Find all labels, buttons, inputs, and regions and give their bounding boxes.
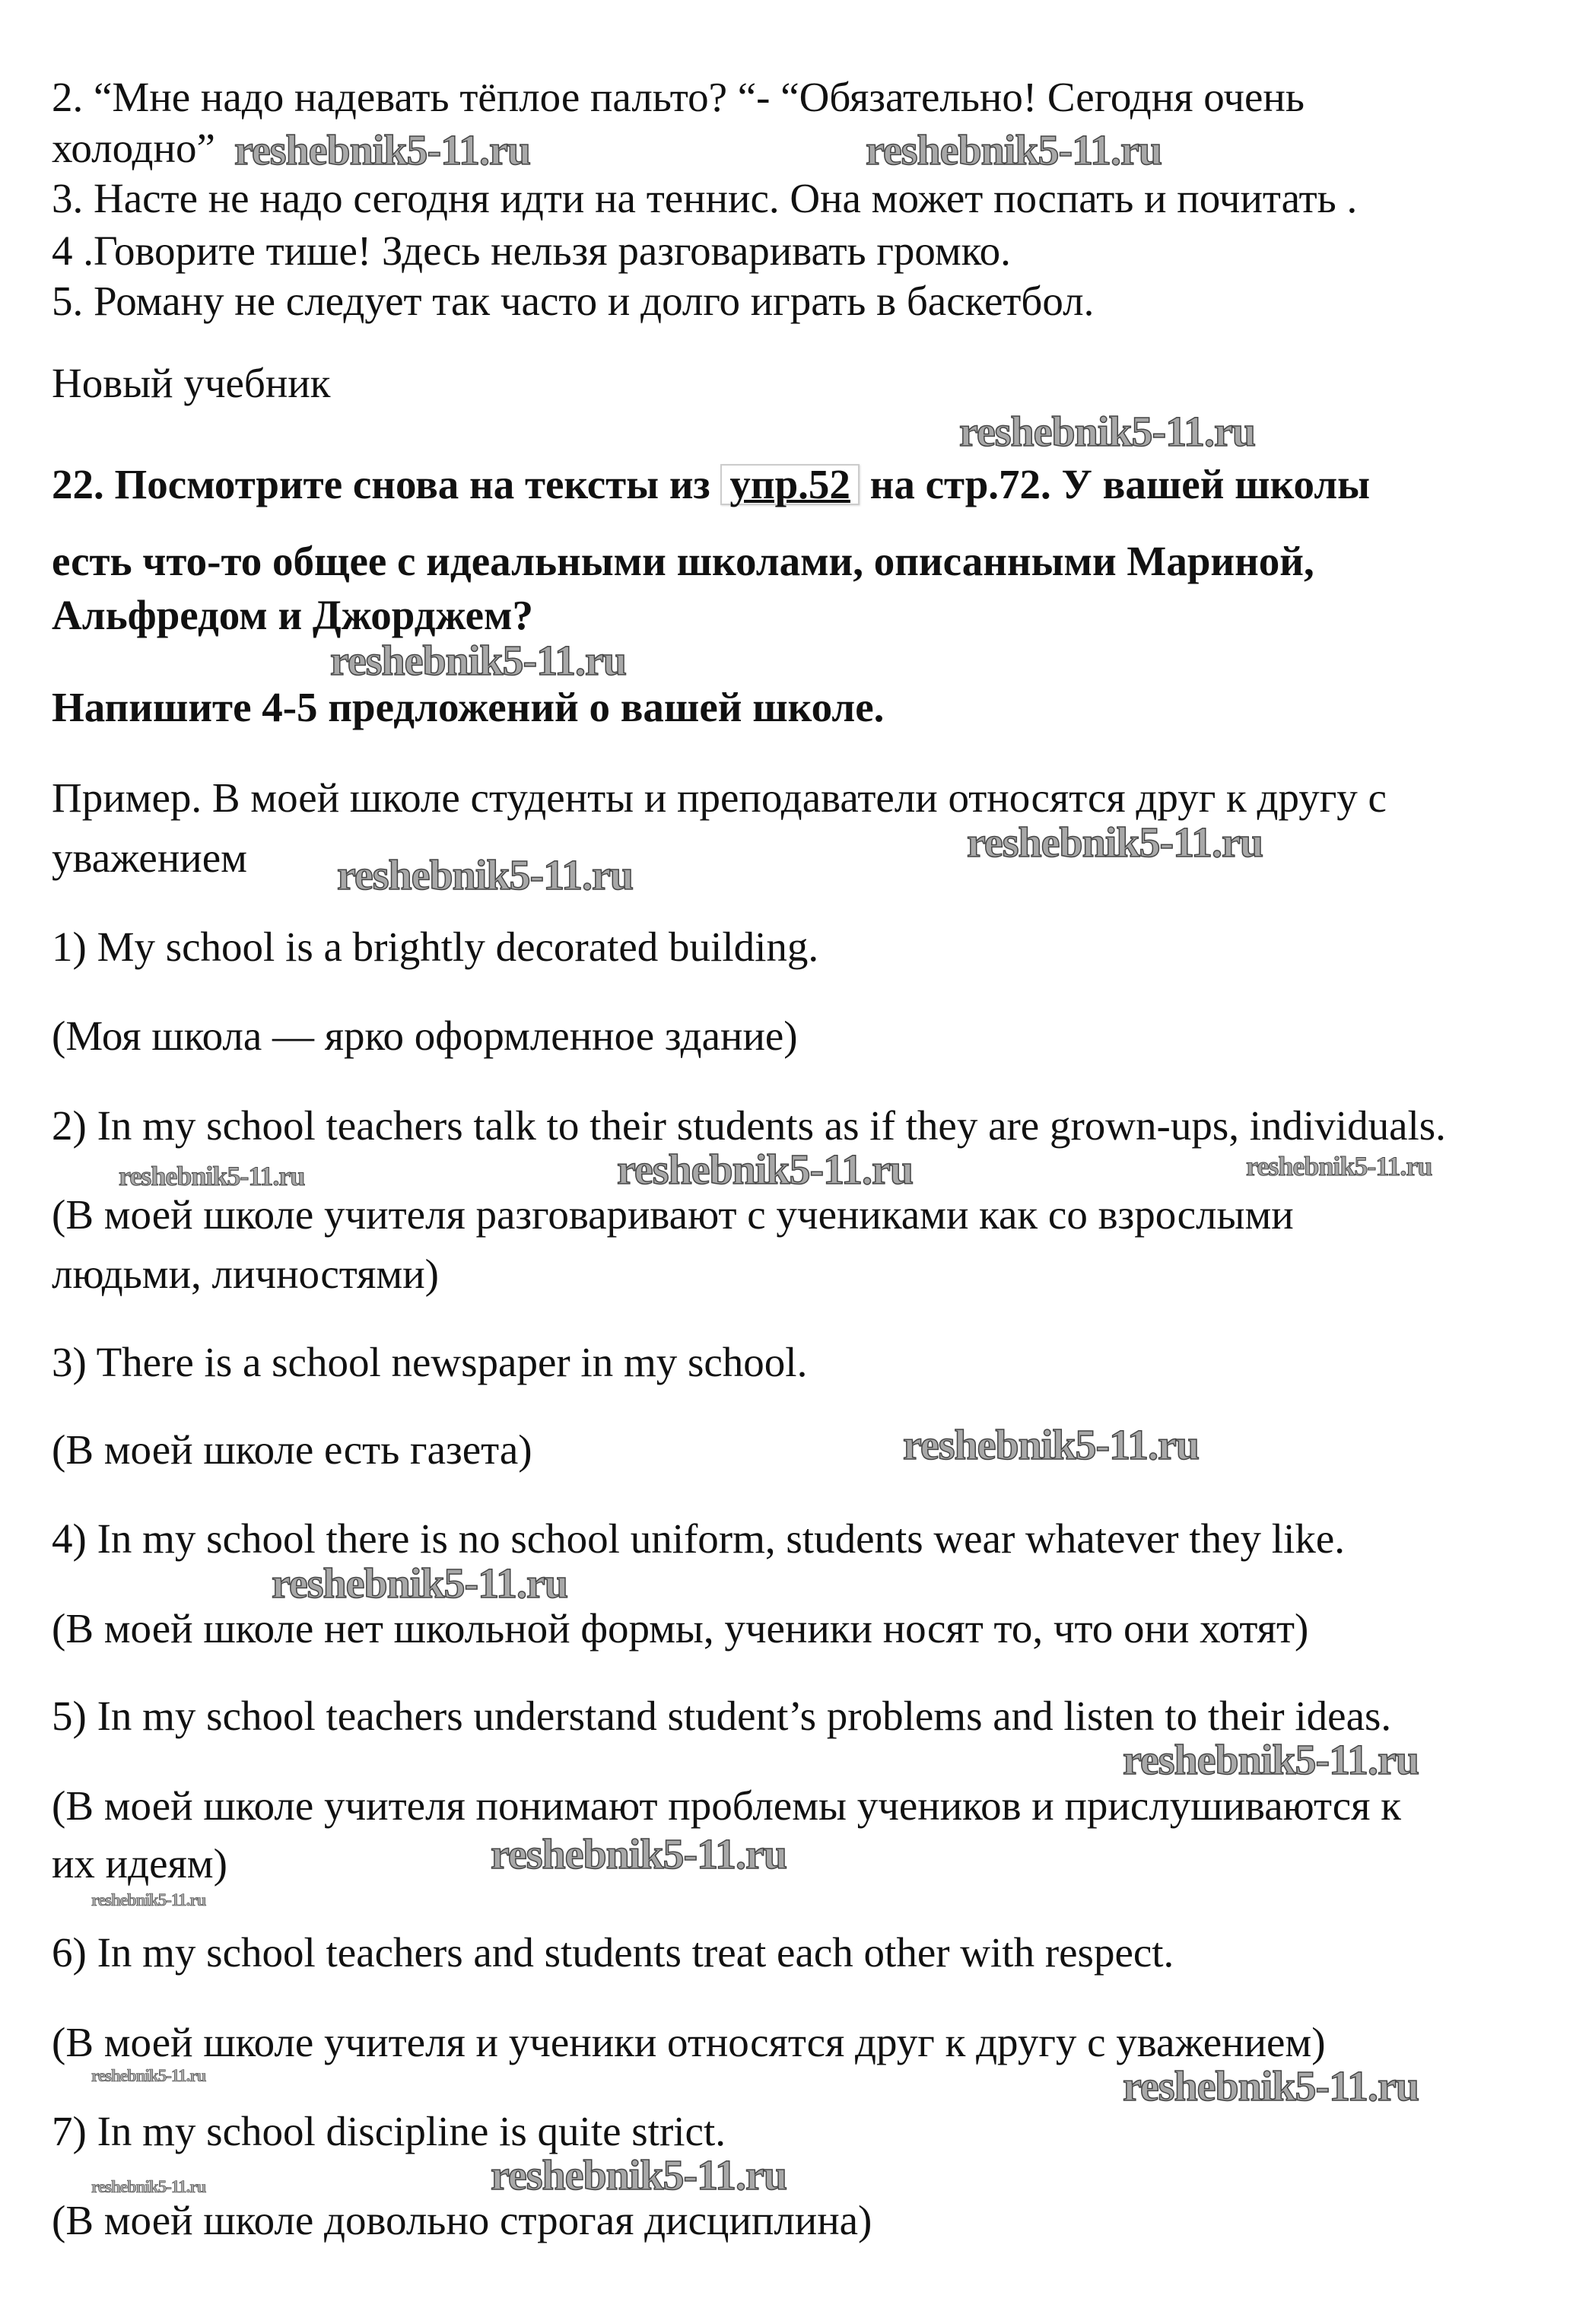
watermark: reshebnik5-11.ru (491, 1831, 787, 1878)
answer-en: 5) In my school teachers understand student’s problems and listen to their ideas. (52, 1693, 1392, 1739)
answer-ru: их идеям) (52, 1840, 227, 1887)
answer-en: 4) In my school there is no school uniform, students wear whatever they like. (52, 1515, 1346, 1562)
watermark: reshebnik5-11.ru (234, 127, 531, 174)
watermark: reshebnik5-11.ru (959, 409, 1256, 456)
answer-en: 1) My school is a brightly decorated building. (52, 924, 819, 970)
task-heading-line (52, 463, 1370, 507)
watermark: reshebnik5-11.ru (1246, 1151, 1432, 1181)
answer-ru: (В моей школе учителя понимают проблемы учеников и прислушиваются к (52, 1782, 1401, 1829)
watermark: reshebnik5-11.ru (866, 127, 1162, 174)
text-line: 5. Роману не следует так часто и долго играть в баскетбол. (52, 278, 1095, 324)
task-instruction: Напишите 4-5 предложений о вашей школе. (52, 684, 885, 730)
watermark: reshebnik5-11.ru (967, 819, 1263, 866)
exercise-link[interactable]: упр.52 (720, 464, 860, 505)
watermark: reshebnik5-11.ru (903, 1422, 1200, 1469)
example-line: Пример. В моей школе студенты и преподаватели относятся друг к другу с (52, 774, 1387, 821)
answer-en: 3) There is a school newspaper in my school. (52, 1339, 808, 1385)
watermark: reshebnik5-11.ru (617, 1146, 914, 1194)
text-line: 3. Насте не надо сегодня идти на теннис. Она может поспать и почитать . (52, 175, 1358, 221)
answer-ru: (В моей школе есть газета) (52, 1426, 532, 1473)
answer-ru: людьми, личностями) (52, 1251, 439, 1297)
task-heading-line: есть что-то общее с идеальными школами, описанными Мариной, (52, 538, 1314, 584)
watermark: reshebnik5-11.ru (91, 2177, 206, 2196)
text-line: холодно” (52, 125, 215, 171)
answer-en: 6) In my school teachers and students treat each other with respect. (52, 1929, 1174, 1976)
answer-en: 7) In my school discipline is quite strict. (52, 2108, 726, 2154)
watermark: reshebnik5-11.ru (272, 1560, 568, 1607)
watermark: reshebnik5-11.ru (1123, 2063, 1419, 2110)
watermark: reshebnik5-11.ru (330, 637, 627, 685)
answer-ru: (Моя школа — ярко оформленное здание) (52, 1013, 798, 1059)
watermark: reshebnik5-11.ru (1123, 1737, 1419, 1784)
watermark: reshebnik5-11.ru (91, 1890, 206, 1909)
example-line: уважением (52, 835, 247, 881)
text-line: 4 .Говорите тише! Здесь нельзя разговаривать громко. (52, 227, 1011, 274)
answer-en: 2) In my school teachers talk to their students as if they are grown-ups, individuals. (52, 1102, 1446, 1149)
section-label: Новый учебник (52, 360, 331, 406)
task-text: на стр.72. У вашей школы (869, 461, 1371, 507)
task-text: 22. Посмотрите снова на тексты из (52, 461, 710, 507)
watermark: reshebnik5-11.ru (491, 2152, 787, 2199)
answer-ru: (В моей школе учителя и ученики относятся друг к другу с уважением) (52, 2019, 1326, 2065)
watermark: reshebnik5-11.ru (91, 2066, 206, 2085)
text-line: 2. “Мне надо надевать тёплое пальто? “- “Обязательно! Сегодня очень (52, 74, 1305, 120)
task-heading-line: Альфредом и Джорджем? (52, 592, 533, 638)
watermark: reshebnik5-11.ru (119, 1161, 305, 1191)
watermark: reshebnik5-11.ru (337, 852, 634, 899)
answer-ru: (В моей школе учителя разговаривают с учениками как со взрослыми (52, 1191, 1294, 1238)
answer-ru: (В моей школе довольно строгая дисциплина) (52, 2197, 872, 2243)
answer-ru: (В моей школе нет школьной формы, ученики носят то, что они хотят) (52, 1605, 1309, 1652)
